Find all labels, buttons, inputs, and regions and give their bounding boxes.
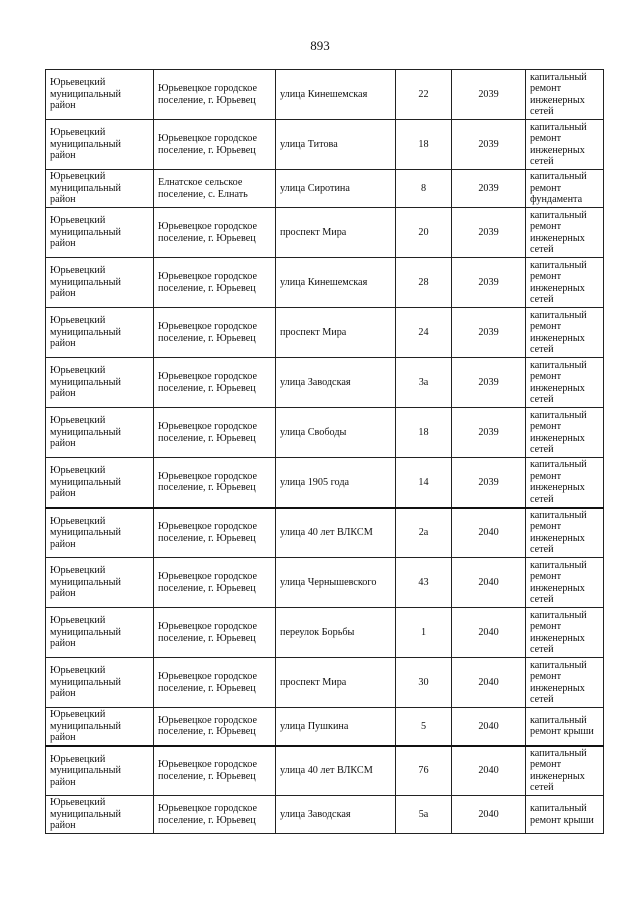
table-row [46, 70, 604, 120]
street-cell: улица Заводская [276, 358, 396, 408]
table-row [46, 170, 604, 208]
district-cell: Юрьевецкий муниципальный район [46, 558, 154, 608]
work-type-cell: капитальный ремонт крыши [526, 796, 604, 834]
settlement-cell: Юрьевецкое городское поселение, г. Юрьевец [154, 458, 276, 508]
street-cell: проспект Мира [276, 658, 396, 708]
settlement-cell: Юрьевецкое городское поселение, г. Юрьевец [154, 408, 276, 458]
work-type-cell: капитальный ремонт инженерных сетей [526, 608, 604, 658]
work-type-cell: капитальный ремонт инженерных сетей [526, 746, 604, 796]
work-type-cell: капитальный ремонт инженерных сетей [526, 458, 604, 508]
page-number: 893 [310, 38, 330, 53]
settlement-cell: Юрьевецкое городское поселение, г. Юрьевец [154, 558, 276, 608]
work-type-cell: капитальный ремонт фундамента [526, 170, 604, 208]
street-cell: улица Сиротина [276, 170, 396, 208]
work-type-cell: капитальный ремонт инженерных сетей [526, 208, 604, 258]
table-row [46, 608, 604, 658]
year-cell: 2040 [452, 658, 526, 708]
house-number-cell: 18 [396, 408, 452, 458]
street-cell: переулок Борьбы [276, 608, 396, 658]
year-cell: 2039 [452, 258, 526, 308]
settlement-cell: Юрьевецкое городское поселение, г. Юрьевец [154, 608, 276, 658]
year-cell: 2039 [452, 408, 526, 458]
street-cell: улица Заводская [276, 796, 396, 834]
street-cell: улица 40 лет ВЛКСМ [276, 508, 396, 558]
district-cell: Юрьевецкий муниципальный район [46, 208, 154, 258]
street-cell: проспект Мира [276, 208, 396, 258]
district-cell: Юрьевецкий муниципальный район [46, 120, 154, 170]
district-cell: Юрьевецкий муниципальный район [46, 746, 154, 796]
work-type-cell: капитальный ремонт инженерных сетей [526, 120, 604, 170]
table-row [46, 358, 604, 408]
settlement-cell: Юрьевецкое городское поселение, г. Юрьевец [154, 796, 276, 834]
house-number-cell: 43 [396, 558, 452, 608]
settlement-cell: Юрьевецкое городское поселение, г. Юрьевец [154, 70, 276, 120]
street-cell: улица Чернышевского [276, 558, 396, 608]
work-type-cell: капитальный ремонт инженерных сетей [526, 70, 604, 120]
table-row [46, 408, 604, 458]
work-type-cell: капитальный ремонт инженерных сетей [526, 308, 604, 358]
work-type-cell: капитальный ремонт инженерных сетей [526, 508, 604, 558]
district-cell: Юрьевецкий муниципальный район [46, 658, 154, 708]
year-cell: 2040 [452, 796, 526, 834]
work-type-cell: капитальный ремонт инженерных сетей [526, 658, 604, 708]
house-number-cell: 76 [396, 746, 452, 796]
settlement-cell: Юрьевецкое городское поселение, г. Юрьевец [154, 508, 276, 558]
work-type-cell: капитальный ремонт инженерных сетей [526, 258, 604, 308]
house-number-cell: 24 [396, 308, 452, 358]
house-number-cell: 5 [396, 708, 452, 746]
table-row [46, 458, 604, 508]
year-cell: 2040 [452, 508, 526, 558]
year-cell: 2039 [452, 70, 526, 120]
year-cell: 2039 [452, 358, 526, 408]
year-cell: 2040 [452, 708, 526, 746]
street-cell: улица Пушкина [276, 708, 396, 746]
work-type-cell: капитальный ремонт крыши [526, 708, 604, 746]
table-row [46, 796, 604, 834]
settlement-cell: Юрьевецкое городское поселение, г. Юрьевец [154, 358, 276, 408]
year-cell: 2040 [452, 608, 526, 658]
year-cell: 2039 [452, 170, 526, 208]
house-number-cell: 3а [396, 358, 452, 408]
house-number-cell: 22 [396, 70, 452, 120]
settlement-cell: Юрьевецкое городское поселение, г. Юрьевец [154, 120, 276, 170]
street-cell: улица Кинешемская [276, 70, 396, 120]
work-type-cell: капитальный ремонт инженерных сетей [526, 558, 604, 608]
table-row [46, 308, 604, 358]
settlement-cell: Юрьевецкое городское поселение, г. Юрьевец [154, 658, 276, 708]
table-row [46, 508, 604, 558]
street-cell: улица 1905 года [276, 458, 396, 508]
year-cell: 2039 [452, 208, 526, 258]
street-cell: улица Свободы [276, 408, 396, 458]
district-cell: Юрьевецкий муниципальный район [46, 258, 154, 308]
work-type-cell: капитальный ремонт инженерных сетей [526, 358, 604, 408]
house-number-cell: 20 [396, 208, 452, 258]
district-cell: Юрьевецкий муниципальный район [46, 70, 154, 120]
house-number-cell: 8 [396, 170, 452, 208]
table-row [46, 558, 604, 608]
house-number-cell: 30 [396, 658, 452, 708]
settlement-cell: Юрьевецкое городское поселение, г. Юрьевец [154, 308, 276, 358]
house-number-cell: 28 [396, 258, 452, 308]
district-cell: Юрьевецкий муниципальный район [46, 308, 154, 358]
settlement-cell: Юрьевецкое городское поселение, г. Юрьевец [154, 208, 276, 258]
district-cell: Юрьевецкий муниципальный район [46, 458, 154, 508]
district-cell: Юрьевецкий муниципальный район [46, 608, 154, 658]
house-number-cell: 1 [396, 608, 452, 658]
year-cell: 2039 [452, 120, 526, 170]
district-cell: Юрьевецкий муниципальный район [46, 508, 154, 558]
table-row [46, 708, 604, 746]
year-cell: 2039 [452, 308, 526, 358]
house-number-cell: 18 [396, 120, 452, 170]
settlement-cell: Юрьевецкое городское поселение, г. Юрьевец [154, 258, 276, 308]
house-number-cell: 14 [396, 458, 452, 508]
table-row [46, 746, 604, 796]
repair-schedule-table [45, 69, 604, 834]
table-row [46, 258, 604, 308]
year-cell: 2039 [452, 458, 526, 508]
settlement-cell: Елнатское сельское поселение, с. Елнать [154, 170, 276, 208]
district-cell: Юрьевецкий муниципальный район [46, 708, 154, 746]
table-row [46, 208, 604, 258]
table-body [46, 70, 604, 834]
street-cell: улица 40 лет ВЛКСМ [276, 746, 396, 796]
street-cell: улица Титова [276, 120, 396, 170]
house-number-cell: 5а [396, 796, 452, 834]
district-cell: Юрьевецкий муниципальный район [46, 408, 154, 458]
year-cell: 2040 [452, 746, 526, 796]
district-cell: Юрьевецкий муниципальный район [46, 170, 154, 208]
work-type-cell: капитальный ремонт инженерных сетей [526, 408, 604, 458]
street-cell: улица Кинешемская [276, 258, 396, 308]
settlement-cell: Юрьевецкое городское поселение, г. Юрьевец [154, 708, 276, 746]
house-number-cell: 2а [396, 508, 452, 558]
street-cell: проспект Мира [276, 308, 396, 358]
table-row [46, 658, 604, 708]
year-cell: 2040 [452, 558, 526, 608]
district-cell: Юрьевецкий муниципальный район [46, 358, 154, 408]
table-row [46, 120, 604, 170]
district-cell: Юрьевецкий муниципальный район [46, 796, 154, 834]
settlement-cell: Юрьевецкое городское поселение, г. Юрьевец [154, 746, 276, 796]
